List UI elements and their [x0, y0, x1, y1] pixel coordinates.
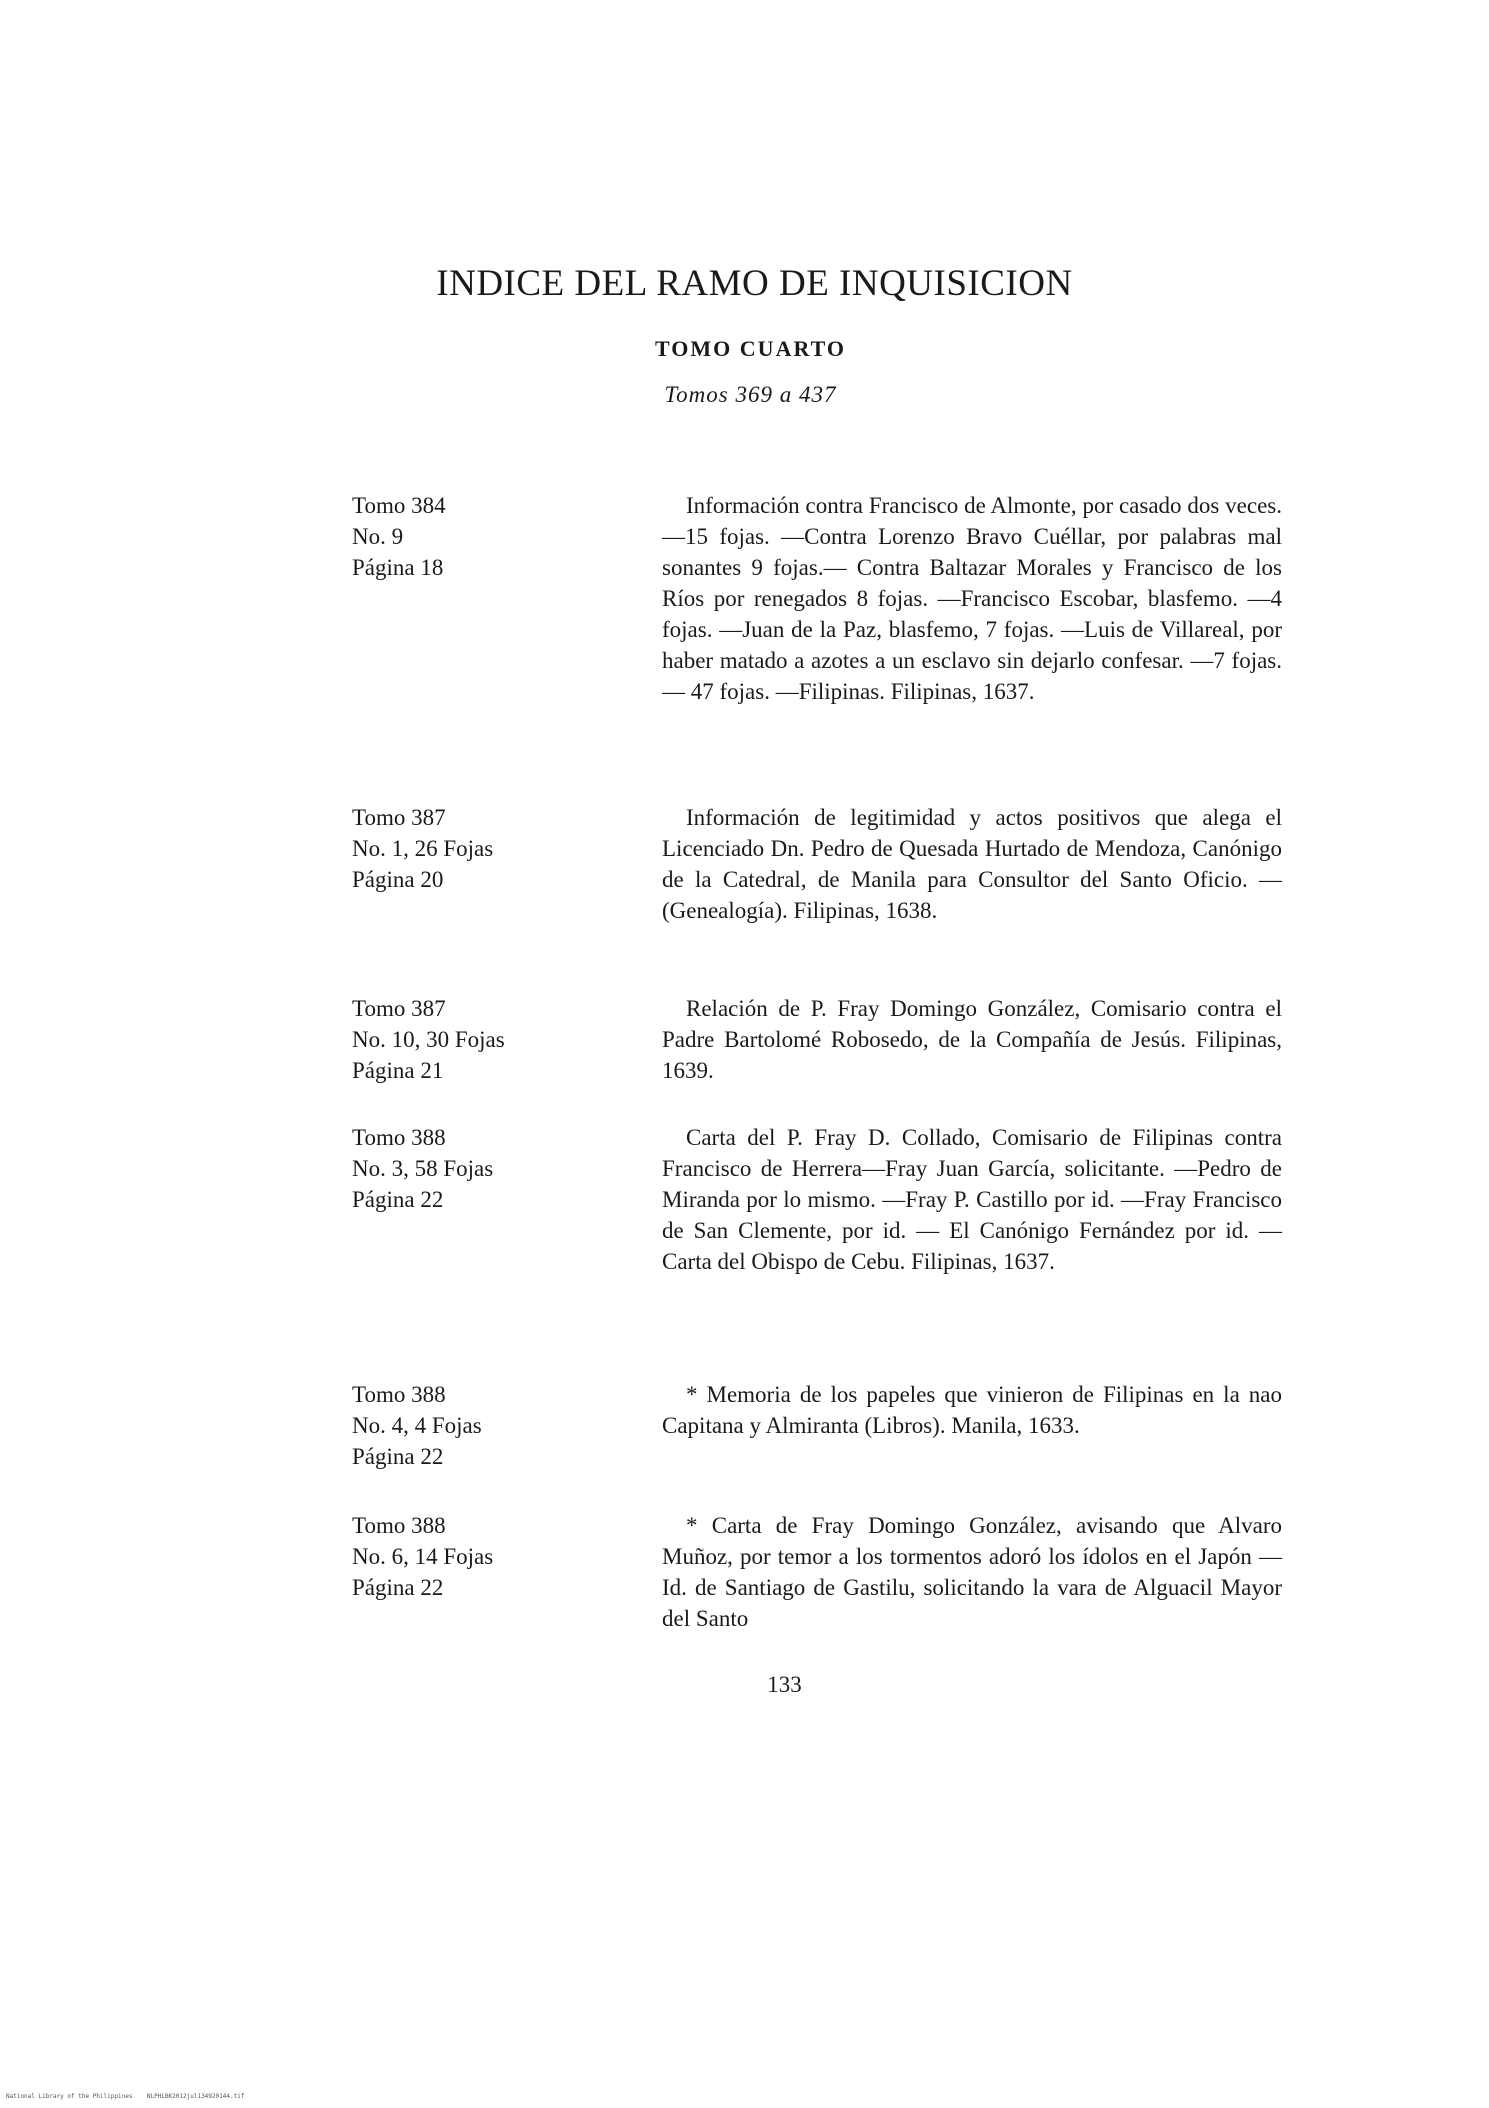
entry-number: No. 4, 4 Fojas: [352, 1413, 482, 1438]
entry-page: Página 22: [352, 1444, 444, 1469]
entry-tomo: Tomo 384: [352, 493, 446, 518]
entry-reference: [352, 1379, 602, 1472]
entry-reference: [352, 490, 602, 583]
scan-footer: National Library of the Philippines NLPHLBK2012jul134920144.tif: [6, 2093, 245, 2100]
entry-tomo: Tomo 388: [352, 1382, 446, 1407]
entry-page: Página 21: [352, 1058, 444, 1083]
entry-tomo: Tomo 388: [352, 1125, 446, 1150]
page-number: 133: [767, 1672, 802, 1697]
entry-tomo: Tomo 387: [352, 805, 446, 830]
entry-tomo: Tomo 387: [352, 996, 446, 1021]
page-title: INDICE DEL RAMO DE INQUISICION: [436, 263, 1073, 304]
entry-page: Página 18: [352, 555, 444, 580]
entry-reference: [352, 802, 602, 895]
entry-description: Relación de P. Fray Domingo González, Comisario contra el Padre Bartolomé Robosedo, de la Compañía de Jesús. Filipinas, 1639.: [662, 996, 1282, 1083]
entry-number: No. 1, 26 Fojas: [352, 836, 494, 861]
entry-number: No. 10, 30 Fojas: [352, 1027, 505, 1052]
volume-range: Tomos 369 a 437: [664, 382, 837, 407]
entry-number: No. 6, 14 Fojas: [352, 1544, 494, 1569]
entry-description: * Carta de Fray Domingo González, avisando que Alvaro Muñoz, por temor a los tormentos adoró los ídolos en el Japón — Id. de Santiago de Gastilu, solicitando la vara de Alguacil Mayor del Santo: [662, 1513, 1282, 1631]
volume-subtitle: TOMO CUARTO: [655, 336, 846, 361]
entry-reference: [352, 1510, 602, 1603]
entry-reference: [352, 993, 602, 1086]
entry-number: No. 3, 58 Fojas: [352, 1156, 494, 1181]
entry-page: Página 20: [352, 867, 444, 892]
entry-tomo: Tomo 388: [352, 1513, 446, 1538]
entry-reference: [352, 1122, 602, 1215]
entry-page: Página 22: [352, 1187, 444, 1212]
entry-description: Carta del P. Fray D. Collado, Comisario de Filipinas contra Francisco de Herrera—Fray Juan García, solicitante. —Pedro de Miranda por lo mismo. —Fray P. Castillo por id. —Fray Francisco de San Clemente, por id. — El Canónigo Fernández por id. — Carta del Obispo de Cebu. Filipinas, 1637.: [662, 1125, 1282, 1274]
entry-description: Información de legitimidad y actos positivos que alega el Licenciado Dn. Pedro de Quesada Hurtado de Mendoza, Canónigo de la Catedral, de Manila para Consultor del Santo Oficio. —(Genealogía). Filipinas, 1638.: [662, 805, 1282, 923]
entry-description: Información contra Francisco de Almonte, por casado dos veces. —15 fojas. —Contra Lorenzo Bravo Cuéllar, por palabras mal sonantes 9 fojas.— Contra Baltazar Morales y Francisco de los Ríos por renegados 8 fojas. —Francisco Escobar, blasfemo. —4 fojas. —Juan de la Paz, blasfemo, 7 fojas. —Luis de Villareal, por haber matado a azotes a un esclavo sin dejarlo confesar. —7 fojas. — 47 fojas. —Filipinas. Filipinas, 1637.: [662, 493, 1282, 704]
entry-page: Página 22: [352, 1575, 444, 1600]
entry-description: * Memoria de los papeles que vinieron de Filipinas en la nao Capitana y Almiranta (Libros). Manila, 1633.: [662, 1382, 1282, 1438]
entry-number: No. 9: [352, 524, 404, 549]
